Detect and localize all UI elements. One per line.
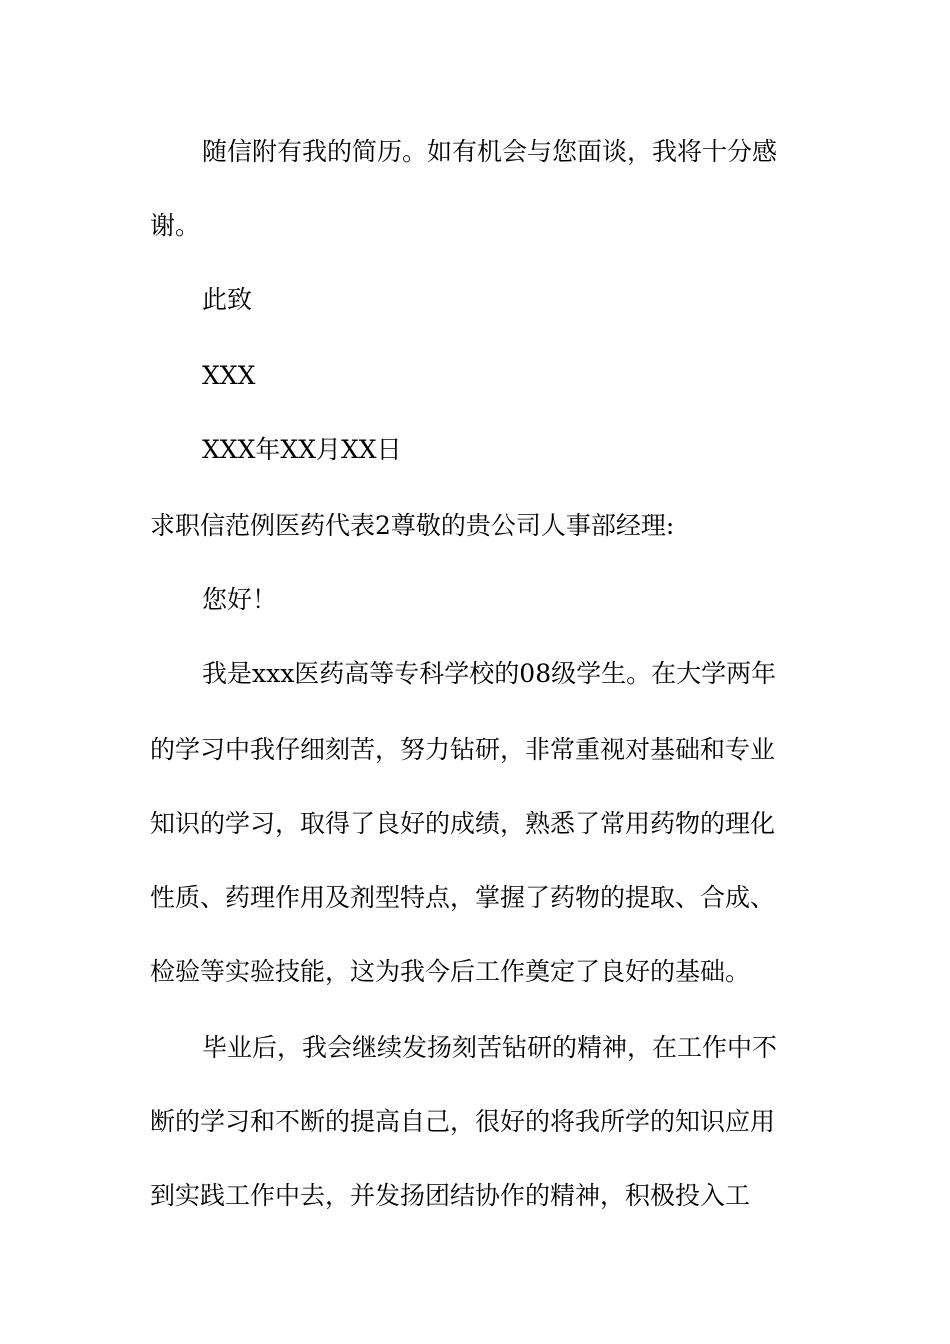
greeting: 您好！ <box>202 585 278 614</box>
paragraph-1-line-4: 性质、药理作用及剂型特点，掌握了药物的提取、合成、 <box>150 883 776 912</box>
resume-paragraph-line-2: 谢。 <box>150 211 201 240</box>
paragraph-1-line-1: 我是xxx医药高等专科学校的08级学生。在大学两年 <box>202 659 777 688</box>
paragraph-2-line-1: 毕业后，我会继续发扬刻苦钻研的精神，在工作中不 <box>202 1033 778 1062</box>
closing-salutation: 此致 <box>202 285 253 314</box>
paragraph-1-line-3: 知识的学习，取得了良好的成绩，熟悉了常用药物的理化 <box>150 809 776 838</box>
signature-date: XXX年XX月XX日 <box>202 435 402 464</box>
paragraph-1-line-5: 检验等实验技能，这为我今后工作奠定了良好的基础。 <box>150 957 751 986</box>
resume-paragraph-line-1: 随信附有我的简历。如有机会与您面谈，我将十分感 <box>202 137 778 166</box>
paragraph-1-line-2: 的学习中我仔细刻苦，努力钻研，非常重视对基础和专业 <box>150 735 776 764</box>
paragraph-2-line-2: 断的学习和不断的提高自己，很好的将我所学的知识应用 <box>150 1107 776 1136</box>
letter-heading: 求职信范例医药代表2尊敬的贵公司人事部经理: <box>150 511 675 540</box>
paragraph-2-line-3: 到实践工作中去，并发扬团结协作的精神，积极投入工 <box>150 1181 751 1210</box>
signature-name: XXX <box>202 361 256 390</box>
